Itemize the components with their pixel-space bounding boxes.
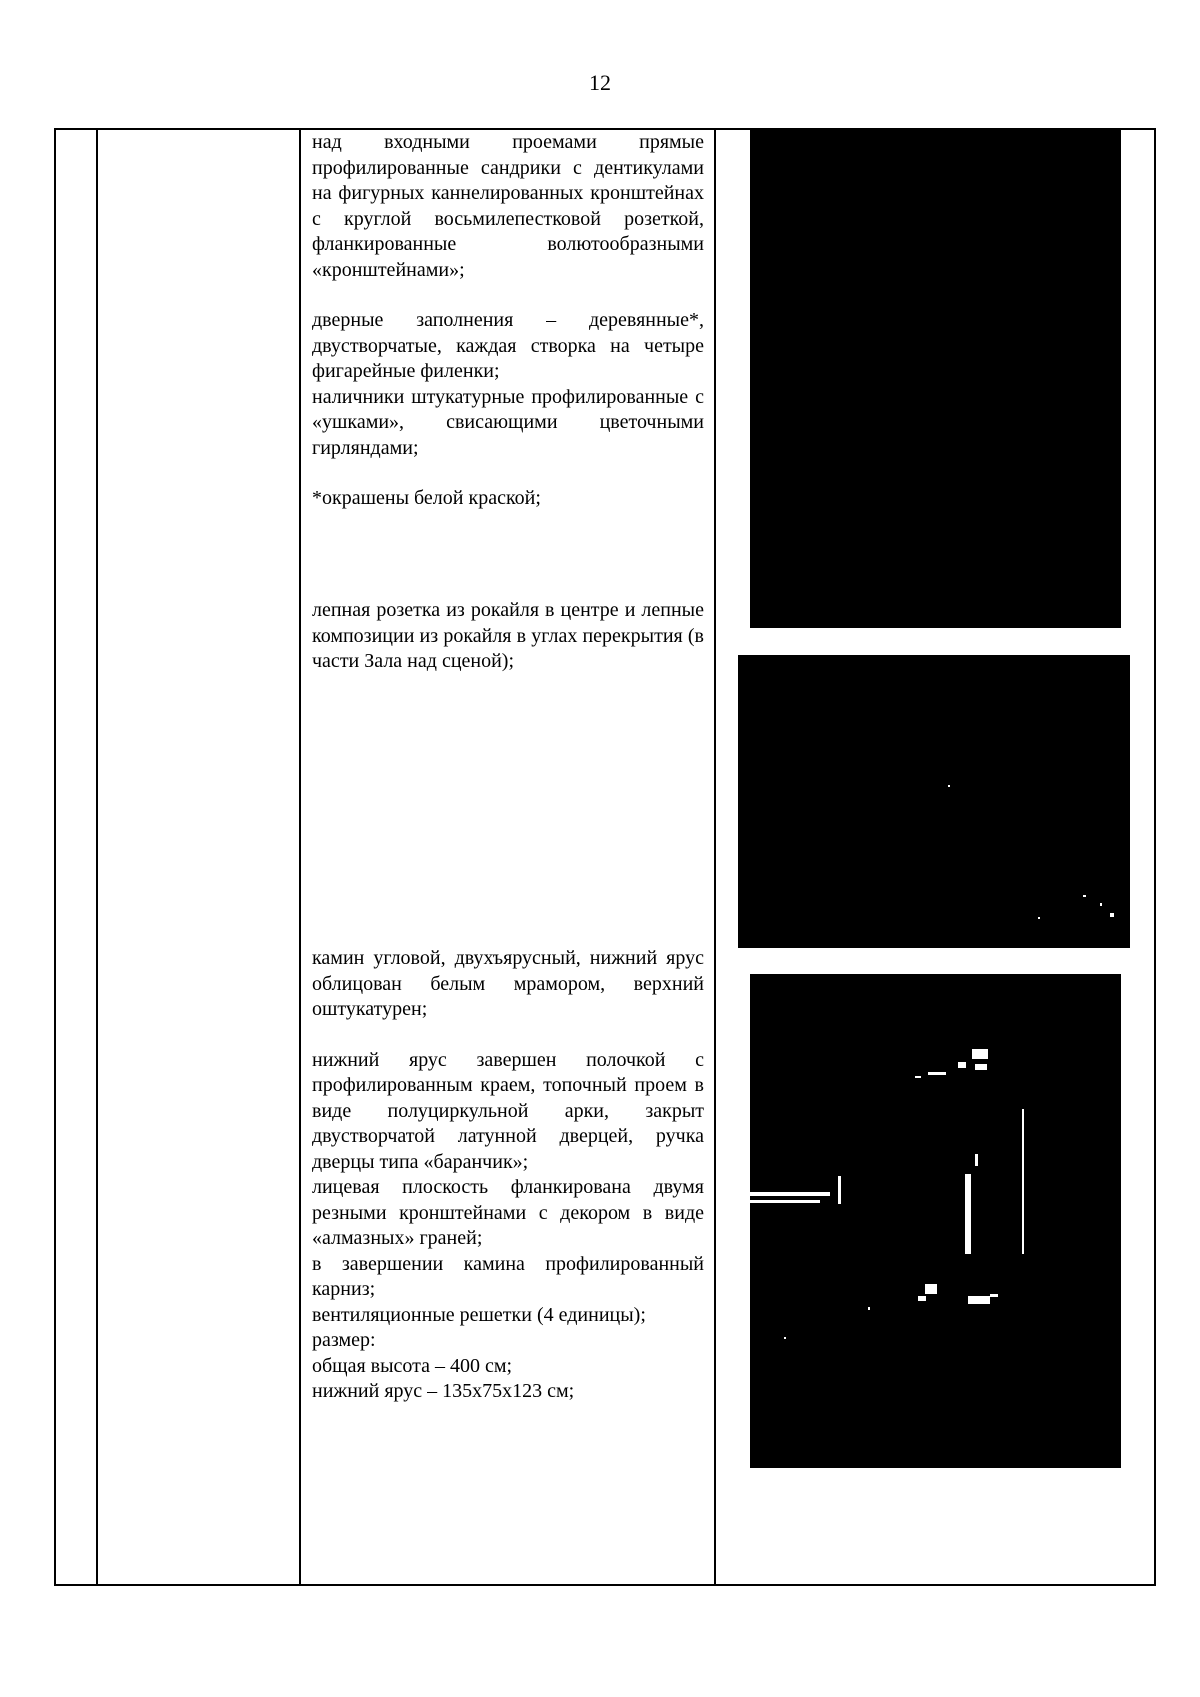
rosette-paragraph: лепная розетка из рокайля в центре и лепные композиции из рокайля в углах перекрытия (в части Зала над сценой); (312, 599, 704, 672)
door-fill-paragraph: дверные заполнения – деревянные*, двустворчатые, каждая створка на четыре фигарейные филенки; (312, 309, 704, 382)
sandriki-paragraph: над входными проемами прямые профилированные сандрики с дентикулами на фигурных каннелированных кронштейнах с круглой восьмилепестковой розеткой, фланкированные волютообразными «кронштейнами»; (312, 131, 704, 281)
size-label: размер: (312, 1329, 376, 1351)
description-table (54, 128, 1156, 1586)
footnote-paragraph: *окрашены белой краской; (312, 487, 541, 509)
facade-paragraph: лицевая плоскость фланкирована двумя резными кронштейнами с декором в виде «алмазных» граней; (312, 1176, 704, 1249)
fireplace-paragraph: камин угловой, двухъярусный, нижний ярус облицован белым мрамором, верхний оштукатурен; (312, 947, 704, 1020)
nalichniki-paragraph: наличники штукатурные профилированные с «ушками», свисающими цветочными гирляндами; (312, 385, 704, 459)
column-divider (714, 130, 716, 1584)
fireplace-description (312, 946, 704, 1405)
vent-paragraph: вентиляционные решетки (4 единицы); (312, 1303, 646, 1326)
entrance-description (312, 130, 704, 512)
rosette-description (312, 598, 704, 675)
page-number: 12 (589, 70, 611, 95)
cornice-paragraph: в завершении камина профилированный карниз; (312, 1252, 704, 1300)
total-height-paragraph: общая высота – 400 см; (312, 1354, 513, 1377)
ceiling-rosette-photo (738, 655, 1130, 948)
column-divider (299, 130, 301, 1584)
lower-tier-size-paragraph: нижний ярус – 135х75х123 см; (312, 1380, 575, 1402)
fireplace-photo (750, 974, 1121, 1468)
entrance-photo (750, 130, 1121, 628)
column-divider (96, 130, 98, 1584)
lower-tier-paragraph: нижний ярус завершен полочкой с профилированным краем, топочный проем в виде полуциркульной арки, закрыт двустворчатой латунной дверцей, ручка дверцы типа «баранчик»; (312, 1048, 704, 1173)
